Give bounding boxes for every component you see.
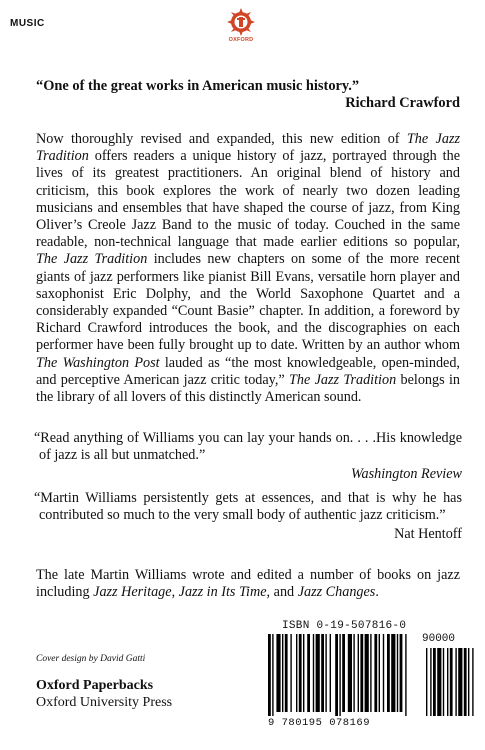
barcode-bar: [360, 634, 363, 712]
barcode-bar: [330, 634, 331, 712]
barcode-addon-bar: [472, 648, 473, 716]
barcode-addon-bar: [455, 648, 456, 716]
oxford-flame-logo-icon: [226, 6, 256, 38]
barcode-bar: [358, 634, 359, 712]
barcode-block: [258, 620, 480, 732]
book-description: [36, 131, 460, 406]
barcode-addon-bar: [426, 648, 427, 716]
barcode-bar: [405, 634, 406, 716]
barcode-bar: [374, 634, 377, 712]
lead-quote-text: “One of the great works in American music history.”: [36, 78, 360, 94]
barcode-bar: [303, 634, 304, 712]
barcode-bar: [335, 634, 338, 716]
book-title-ref: Jazz Changes: [297, 584, 376, 601]
barcode-bar: [348, 634, 352, 712]
bio-paragraph: [36, 567, 460, 601]
barcode-bar: [370, 634, 371, 712]
barcode-bar: [296, 634, 297, 712]
review-quote-text: “Read anything of Williams you can lay your hands on. . . .His knowledge of jazz is all but unmatched.”: [34, 430, 462, 464]
review-quote-hentoff: [34, 490, 462, 544]
bio-text: The late Martin Williams wrote and edited a number of books on jazz including: [36, 567, 460, 601]
barcode-bar: [307, 634, 310, 712]
publisher-logo: [226, 6, 256, 48]
barcode-bar: [391, 634, 395, 712]
bio-text: ,: [171, 584, 179, 601]
barcode-addon-bar: [430, 648, 431, 716]
ean-barcode-icon: [266, 634, 478, 718]
barcode-bar: [400, 634, 403, 712]
barcode-bar: [321, 634, 324, 712]
publisher-press: Oxford University Press: [36, 695, 173, 710]
barcode-addon-bar: [464, 648, 467, 716]
barcode-bar: [383, 634, 384, 712]
book-title-ref: Jazz Heritage: [93, 584, 172, 601]
book-title-ref: The Jazz Tradition: [36, 131, 460, 165]
publisher-block: [36, 677, 172, 711]
barcode-bar: [272, 634, 273, 716]
lead-quote-attribution: Richard Crawford: [345, 95, 460, 112]
barcode-bar: [299, 634, 302, 712]
barcode-bar: [268, 634, 271, 716]
description-text: lauded as “the most knowledgeable, open-minded, and perceptive American jazz critic today,”: [36, 354, 460, 388]
barcode-addon-bar: [450, 648, 453, 716]
barcode-bar: [276, 634, 280, 712]
price-code: 90000: [422, 633, 456, 645]
book-title-ref: Jazz in Its Time: [178, 584, 267, 601]
bio-text: .: [375, 584, 379, 601]
logo-wordmark: OXFORD: [228, 37, 254, 43]
review-quote-text: “Martin Williams persistently gets at essences, and that is why he has contributed so much to the very small body of authentic jazz criticism.”: [34, 490, 462, 524]
ean-number: 9 780195 078169: [268, 717, 371, 729]
barcode-addon-bar: [447, 648, 448, 716]
lead-quote: [36, 78, 460, 112]
barcode-addon-bar: [443, 648, 444, 716]
author-bio: [36, 567, 460, 601]
barcode-addon-bar: [433, 648, 436, 716]
bio-text: , and: [266, 584, 298, 601]
barcode-bar: [290, 634, 291, 712]
barcode-addon-bar: [437, 648, 441, 716]
review-quote-source: Washington Review: [351, 466, 462, 483]
barcode-bar: [397, 634, 398, 712]
barcode-bar: [313, 634, 314, 712]
description-paragraph: [36, 131, 460, 406]
newspaper-title-ref: The Washington Post: [36, 354, 160, 371]
book-title-ref: The Jazz Tradition: [36, 251, 148, 268]
barcode-addon-bar: [458, 648, 462, 716]
review-quote-washington: [34, 430, 462, 484]
barcode-bar: [387, 634, 390, 712]
barcode-addon-bar: [468, 648, 469, 716]
cover-design-credit: Cover design by David Gatti: [36, 654, 146, 664]
barcode-bar: [282, 634, 283, 712]
category-label: MUSIC: [10, 18, 45, 29]
description-text: offers readers a unique history of jazz, portrayed through the lives of its greatest practitioners. An original blend of history and criticism, this book explores the work of nearly two dozen leading musicians and ensembles that have shaped the course of jazz, from King Oliver’s Creole Jazz Band to the music of today. Couched in the same readable, non-technical language that made earlier editions so popular,: [36, 148, 460, 251]
barcode-bar: [285, 634, 288, 712]
barcode-bar: [316, 634, 320, 712]
isbn-label: ISBN 0-19-507816-0: [282, 620, 407, 632]
publisher-imprint: Oxford Paperbacks: [36, 678, 154, 693]
book-title-ref: The Jazz Tradition: [289, 371, 397, 388]
barcode-bar: [339, 634, 340, 716]
barcode-bar: [379, 634, 380, 712]
description-text: Now thoroughly revised and expanded, this new edition of: [36, 131, 407, 147]
review-quote-source: Nat Hentoff: [394, 526, 462, 543]
description-text: includes new chapters on some of the more recent giants of jazz performers like pianist Bill Evans, versatile horn player and saxophonist Eric Dolphy, and the World Saxophone Quartet and a considerably expanded “Count Basie” chapter. In addition, a foreword by Richard Crawford introduces the book, and the discographies on each performer have been fully brought up to date. Written by an author whom: [36, 251, 460, 354]
description-text: belongs in the library of all lovers of this distinctly American sound.: [36, 371, 460, 406]
barcode-bar: [365, 634, 369, 712]
barcode-bar: [353, 634, 354, 712]
barcode-bar: [342, 634, 345, 712]
barcode-bar: [325, 634, 326, 712]
